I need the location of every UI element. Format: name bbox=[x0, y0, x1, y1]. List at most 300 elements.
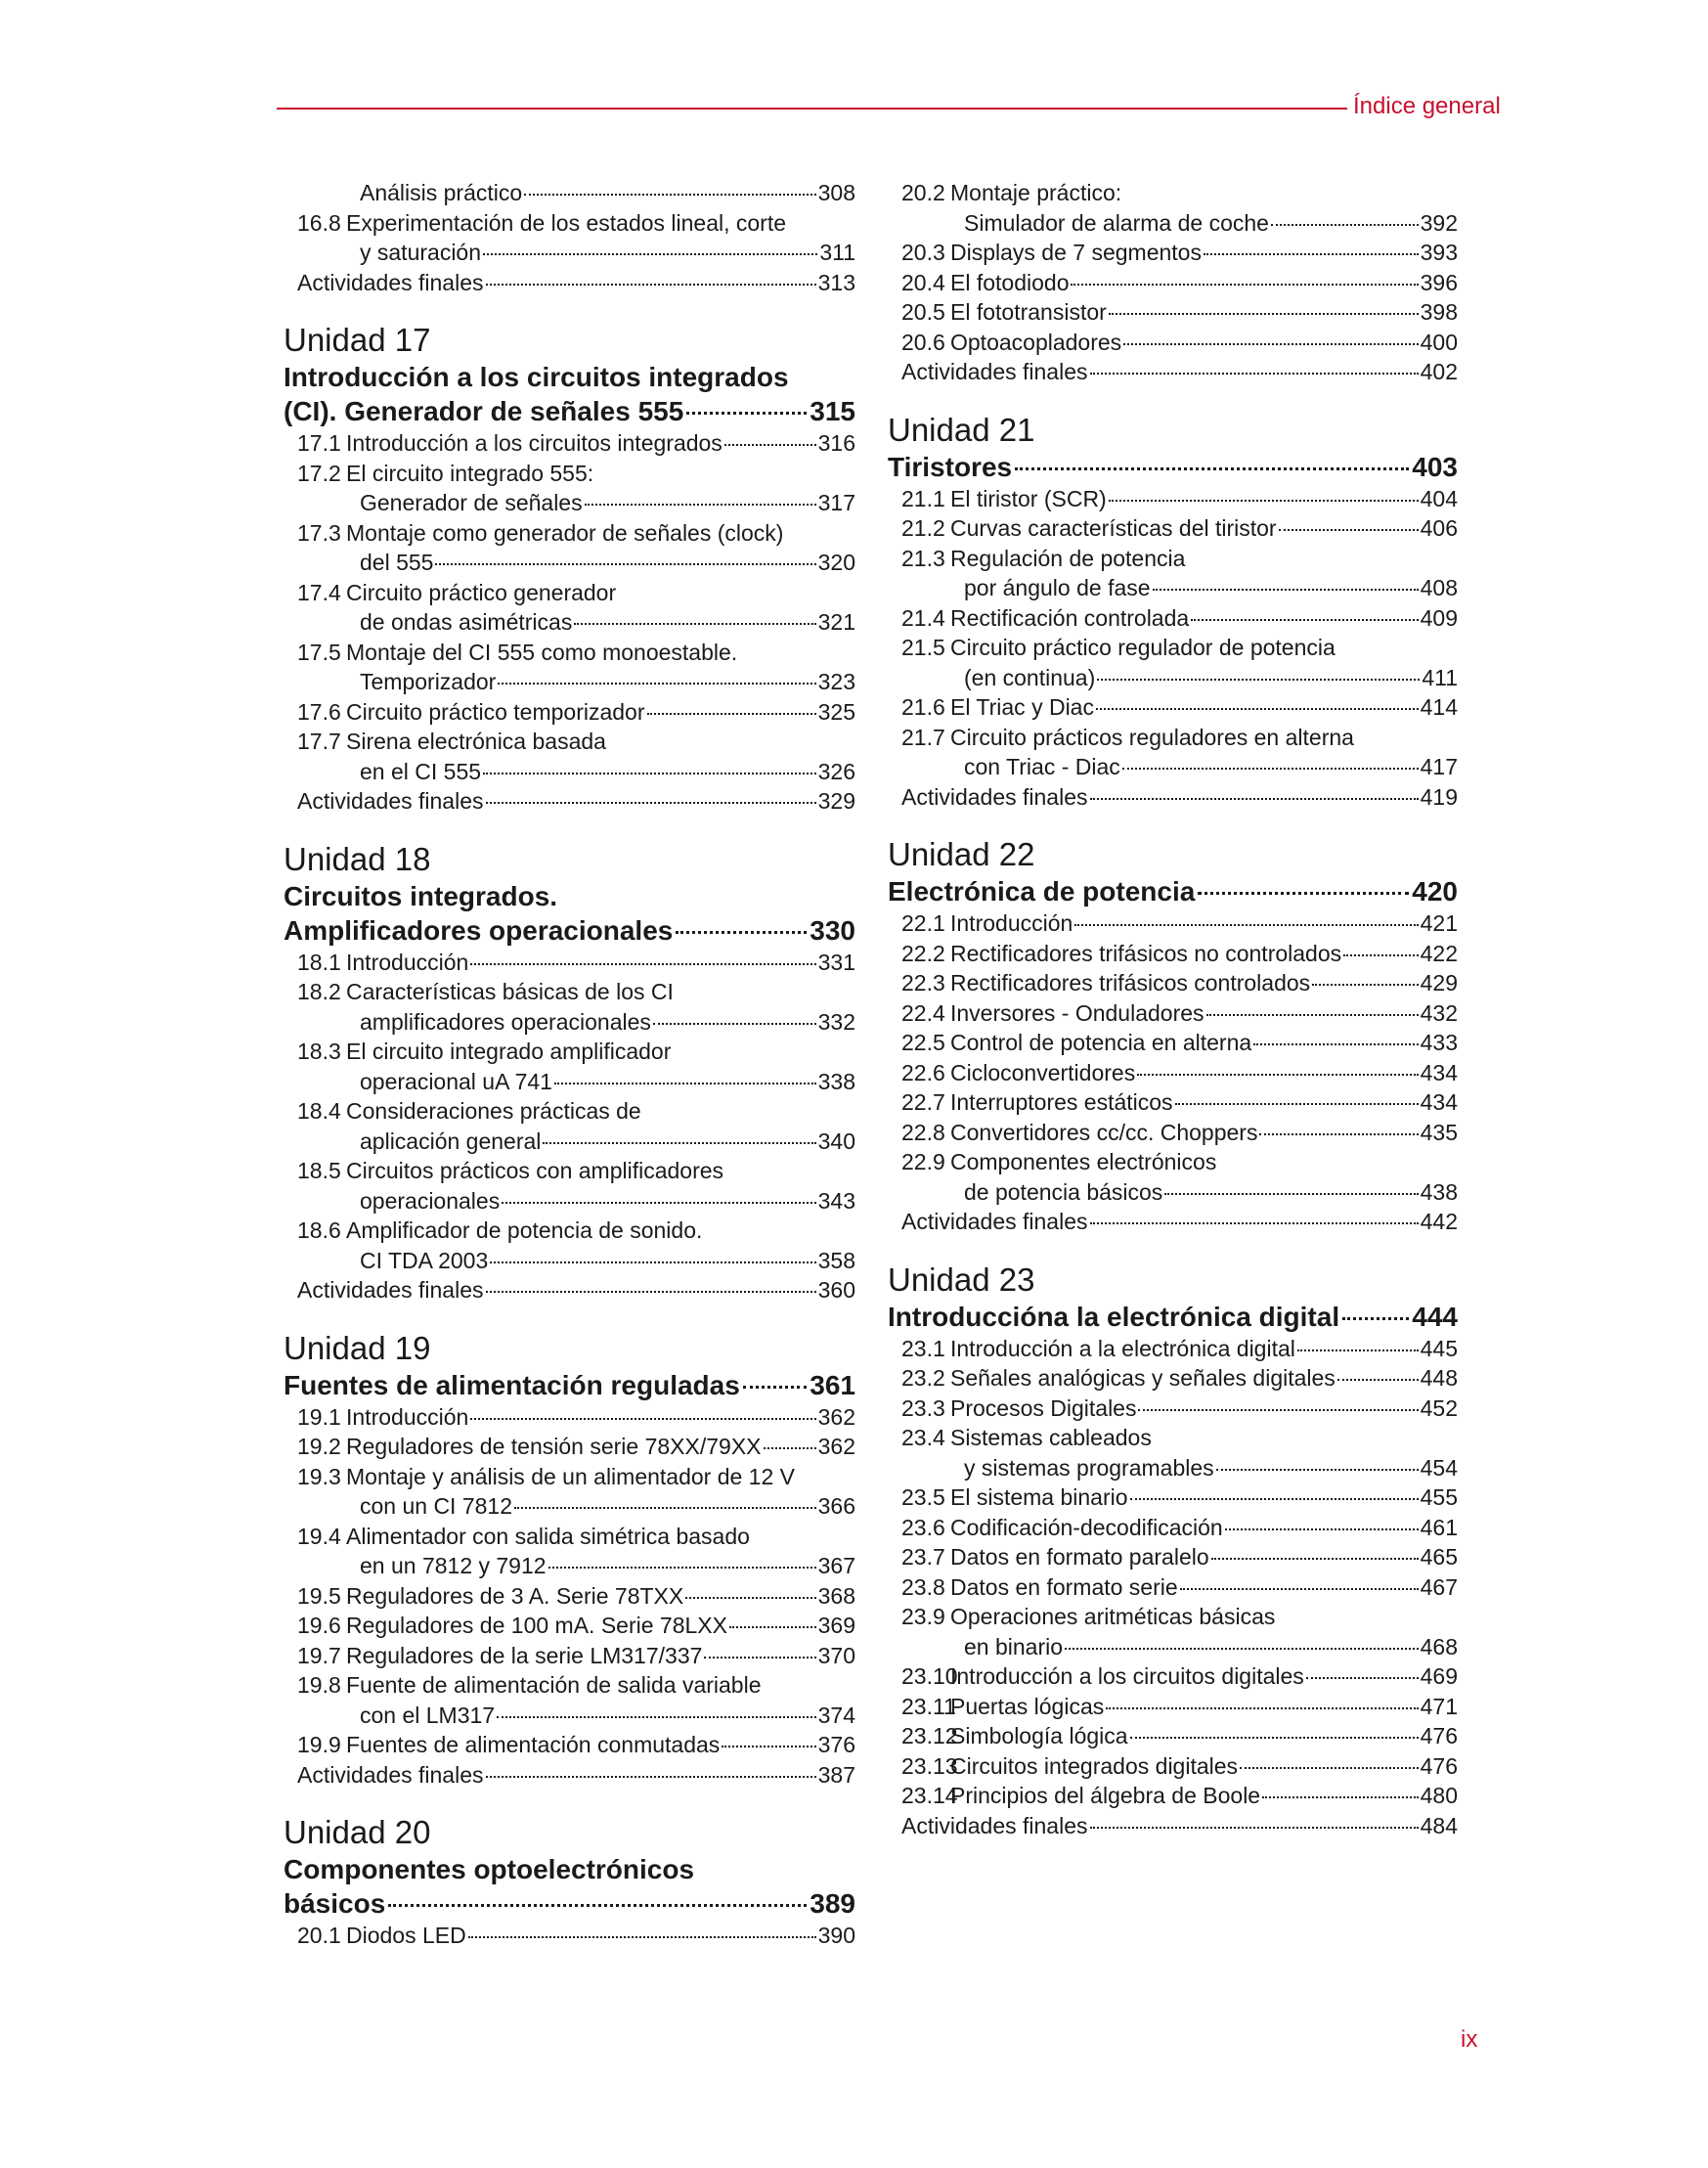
entry-number: 17.1 bbox=[297, 430, 341, 456]
toc-entry[interactable] bbox=[888, 573, 1458, 603]
page-ref: 454 bbox=[1420, 1454, 1458, 1481]
entry-title: Datos en formato paralelo bbox=[950, 1544, 1209, 1570]
page-ref: 435 bbox=[1420, 1119, 1458, 1145]
entry-title: Inversores - Onduladores bbox=[950, 999, 1204, 1026]
entry-title: Operaciones aritméticas básicas bbox=[950, 1604, 1276, 1629]
dot-leader bbox=[1090, 798, 1419, 800]
toc-entry[interactable] bbox=[888, 1692, 1458, 1722]
entry-title: aplicación general bbox=[360, 1128, 542, 1154]
unit-heading: Unidad 22 bbox=[888, 836, 1035, 872]
page-ref: 422 bbox=[1420, 940, 1458, 966]
entry-title: El circuito integrado 555: bbox=[346, 460, 594, 486]
entry-title: CI TDA 2003 bbox=[360, 1247, 489, 1273]
dot-leader bbox=[1175, 1103, 1419, 1105]
dot-leader bbox=[1253, 1043, 1418, 1045]
toc-entry[interactable] bbox=[888, 1058, 1458, 1088]
entry-title: Optoacopladores bbox=[950, 329, 1122, 355]
entry-title: con el LM317 bbox=[360, 1702, 496, 1728]
toc-entry[interactable] bbox=[888, 1661, 1458, 1692]
entry-title: Actividades finales bbox=[901, 1209, 1088, 1234]
unit-title-line[interactable]: Amplificadores operacionales 330 bbox=[284, 914, 855, 946]
entry-title: Reguladores de 3 A. Serie 78TXX bbox=[346, 1582, 684, 1609]
toc-entry bbox=[284, 459, 855, 489]
toc-entry[interactable] bbox=[284, 1760, 855, 1791]
entry-title: Montaje como generador de señales (clock) bbox=[346, 519, 784, 546]
entry-title: en un 7812 y 7912 bbox=[360, 1553, 547, 1578]
toc-entry bbox=[284, 1216, 855, 1246]
entry-title: del 555 bbox=[360, 550, 434, 575]
page-ref: 484 bbox=[1420, 1812, 1458, 1838]
toc-entry bbox=[284, 977, 855, 1007]
page-ref: 343 bbox=[817, 1187, 855, 1214]
page-ref: 317 bbox=[817, 490, 855, 515]
toc-entry[interactable] bbox=[284, 268, 855, 298]
toc-entry[interactable] bbox=[284, 488, 855, 518]
entry-number: 23.4 bbox=[901, 1425, 945, 1450]
dot-leader bbox=[1180, 1588, 1419, 1590]
dot-leader bbox=[1109, 313, 1419, 315]
entry-title: Actividades finales bbox=[901, 783, 1088, 810]
toc-entry bbox=[284, 1156, 855, 1186]
page-ref: 469 bbox=[1420, 1663, 1458, 1689]
dot-leader bbox=[686, 412, 807, 415]
entry-title: Circuitos integrados digitales bbox=[950, 1752, 1239, 1779]
page-ref: 442 bbox=[1420, 1209, 1458, 1234]
dot-leader bbox=[1090, 1222, 1419, 1224]
toc-entry[interactable] bbox=[888, 692, 1458, 723]
dot-leader bbox=[1271, 224, 1419, 226]
toc-entry[interactable] bbox=[888, 1028, 1458, 1058]
dot-leader bbox=[1090, 373, 1419, 375]
page-ref: 468 bbox=[1420, 1633, 1458, 1659]
toc-entry[interactable] bbox=[284, 238, 855, 268]
dot-leader bbox=[468, 1936, 816, 1938]
dot-leader bbox=[1306, 1677, 1419, 1679]
entry-title: Introducción a los circuitos integrados bbox=[346, 430, 723, 456]
entry-title: Introducción a la electrónica digital bbox=[950, 1335, 1295, 1361]
toc-entry[interactable] bbox=[284, 1432, 855, 1462]
entry-title: Rectificadores trifásicos controlados bbox=[950, 970, 1311, 996]
dot-leader bbox=[1198, 892, 1409, 895]
entry-title: Actividades finales bbox=[901, 1812, 1088, 1838]
toc-entry[interactable] bbox=[888, 998, 1458, 1029]
toc-entry[interactable] bbox=[888, 1363, 1458, 1394]
entry-title: operacional uA 741 bbox=[360, 1068, 552, 1094]
entry-title: El fotodiodo bbox=[950, 269, 1070, 295]
entry-number: 18.4 bbox=[297, 1098, 341, 1124]
entry-title: Actividades finales bbox=[297, 788, 484, 814]
entry-title: Componentes electrónicos bbox=[950, 1149, 1217, 1174]
entry-title: en binario bbox=[964, 1633, 1064, 1659]
toc-entry[interactable] bbox=[888, 1811, 1458, 1841]
toc-entry[interactable] bbox=[888, 663, 1458, 693]
dot-leader bbox=[1015, 467, 1409, 470]
toc-entry bbox=[284, 727, 855, 757]
dot-leader bbox=[483, 253, 817, 255]
entry-title: de ondas asimétricas bbox=[360, 609, 573, 635]
toc-entry[interactable] bbox=[284, 1701, 855, 1731]
page-ref: 321 bbox=[817, 609, 855, 635]
page-ref: 390 bbox=[817, 1923, 855, 1948]
page-ref: 393 bbox=[1420, 240, 1458, 265]
toc-entry[interactable] bbox=[284, 1127, 855, 1157]
toc-entry[interactable] bbox=[284, 667, 855, 697]
entry-title: Introducción bbox=[346, 1403, 469, 1430]
dot-leader bbox=[1096, 708, 1419, 710]
toc-entry bbox=[888, 633, 1458, 663]
page-number: ix bbox=[1461, 2026, 1478, 2053]
toc-entry[interactable] bbox=[284, 1730, 855, 1760]
dot-leader bbox=[1138, 1409, 1418, 1411]
toc-entry bbox=[284, 578, 855, 608]
page-ref: 467 bbox=[1420, 1573, 1458, 1600]
toc-entry[interactable] bbox=[888, 1781, 1458, 1811]
dot-leader bbox=[1191, 619, 1418, 621]
toc-entry[interactable] bbox=[284, 1186, 855, 1217]
toc-entry bbox=[888, 178, 1458, 208]
toc-entry[interactable] bbox=[888, 1751, 1458, 1782]
toc-entry[interactable] bbox=[888, 1177, 1458, 1208]
dot-leader bbox=[1153, 589, 1419, 591]
entry-title: Montaje del CI 555 como monoestable. bbox=[346, 639, 738, 665]
entry-title: Reguladores de tensión serie 78XX/79XX bbox=[346, 1434, 762, 1459]
entry-number: 20.3 bbox=[901, 240, 945, 265]
dot-leader bbox=[729, 1626, 816, 1628]
page-ref: 362 bbox=[817, 1434, 855, 1459]
entry-title: Simulador de alarma de coche bbox=[964, 209, 1269, 236]
entry-title: Regulación de potencia bbox=[950, 545, 1186, 571]
entry-number: 21.2 bbox=[901, 515, 945, 541]
dot-leader bbox=[1071, 284, 1418, 286]
toc-entry[interactable] bbox=[284, 1007, 855, 1038]
dot-leader bbox=[1130, 1498, 1419, 1500]
dot-leader bbox=[1097, 679, 1420, 681]
dot-leader bbox=[1137, 1074, 1418, 1076]
toc-entry[interactable] bbox=[284, 1921, 855, 1951]
dot-leader bbox=[486, 1291, 816, 1293]
dot-leader bbox=[1279, 529, 1419, 531]
page-ref: 471 bbox=[1420, 1693, 1458, 1719]
toc-entry[interactable] bbox=[888, 268, 1458, 298]
page-ref: 452 bbox=[1420, 1394, 1458, 1421]
unit-21-entries bbox=[888, 484, 1458, 813]
entry-number: 18.5 bbox=[297, 1158, 341, 1183]
dot-leader bbox=[1216, 1469, 1419, 1471]
dot-leader bbox=[574, 623, 815, 625]
page-ref: 360 bbox=[817, 1277, 855, 1303]
unit-title-line[interactable]: Fuentes de alimentación reguladas 361 bbox=[284, 1369, 855, 1400]
entry-number: 19.3 bbox=[297, 1463, 341, 1489]
toc-entry[interactable] bbox=[284, 948, 855, 978]
entry-number: 20.6 bbox=[901, 329, 945, 355]
toc-entry[interactable] bbox=[888, 782, 1458, 813]
entry-number: 16.8 bbox=[297, 209, 341, 236]
entry-number: 23.3 bbox=[901, 1394, 945, 1421]
toc-entry[interactable] bbox=[888, 297, 1458, 328]
page-ref: 387 bbox=[817, 1761, 855, 1788]
unit-title-line[interactable]: Componentes optoelectrónicos bbox=[284, 1854, 695, 1884]
toc-entry[interactable] bbox=[284, 1246, 855, 1276]
entry-number: 23.7 bbox=[901, 1544, 945, 1570]
dot-leader bbox=[585, 504, 816, 506]
dot-leader bbox=[647, 713, 816, 715]
toc-entry[interactable] bbox=[284, 1641, 855, 1671]
toc-entry[interactable] bbox=[888, 968, 1458, 998]
page-ref: 311 bbox=[819, 240, 855, 265]
page-ref: 409 bbox=[1420, 604, 1458, 631]
entry-title: Generador de señales bbox=[360, 490, 583, 515]
entry-title: Montaje práctico: bbox=[950, 180, 1122, 205]
dot-leader bbox=[1109, 500, 1419, 502]
page-ref: 362 bbox=[817, 1403, 855, 1430]
entry-number: 23.2 bbox=[901, 1365, 945, 1391]
toc-entry[interactable] bbox=[888, 908, 1458, 939]
dot-leader bbox=[388, 1904, 807, 1907]
toc-entry[interactable] bbox=[888, 328, 1458, 358]
toc-entry[interactable] bbox=[284, 428, 855, 459]
entry-title: Amplificador de potencia de sonido. bbox=[346, 1217, 703, 1243]
page-ref: 368 bbox=[817, 1582, 855, 1609]
toc-entry bbox=[888, 723, 1458, 753]
dot-leader bbox=[764, 1447, 816, 1449]
toc-entry[interactable] bbox=[888, 208, 1458, 239]
entry-title: Datos en formato serie bbox=[950, 1573, 1178, 1600]
entry-title: Curvas características del tiristor bbox=[950, 515, 1277, 541]
dot-leader bbox=[543, 1142, 815, 1144]
dot-leader bbox=[1123, 343, 1418, 345]
toc-entry bbox=[888, 1423, 1458, 1453]
page-ref: 455 bbox=[1420, 1484, 1458, 1510]
dot-leader bbox=[435, 563, 815, 565]
toc-entry[interactable] bbox=[284, 1551, 855, 1581]
entry-number: 18.6 bbox=[297, 1217, 341, 1243]
entry-title: Rectificación controlada bbox=[950, 604, 1190, 631]
header-rule bbox=[277, 108, 1347, 110]
entry-number: 23.13 bbox=[901, 1752, 958, 1779]
dot-leader bbox=[498, 683, 815, 685]
entry-title: Temporizador bbox=[360, 669, 497, 694]
entry-title: Reguladores de 100 mA. Serie 78LXX bbox=[346, 1613, 727, 1638]
entry-number: 17.3 bbox=[297, 519, 341, 546]
page-ref: 374 bbox=[817, 1702, 855, 1728]
entry-number: 22.8 bbox=[901, 1119, 945, 1145]
unit-19-entries bbox=[284, 1402, 855, 1791]
entry-title: Introducción a los circuitos digitales bbox=[950, 1663, 1304, 1689]
toc-entry[interactable] bbox=[284, 697, 855, 728]
toc-entry[interactable] bbox=[284, 178, 855, 208]
toc-entry[interactable] bbox=[888, 484, 1458, 514]
unit-title-line[interactable]: Introducciónа la electrónica digital 444 bbox=[888, 1301, 1458, 1332]
toc-entry[interactable] bbox=[888, 1207, 1458, 1237]
dot-leader bbox=[1206, 1014, 1419, 1016]
page-ref: 325 bbox=[817, 698, 855, 725]
toc-right-intro bbox=[888, 178, 1458, 387]
entry-title: Cicloconvertidores bbox=[950, 1059, 1136, 1085]
toc-left-column bbox=[284, 178, 855, 1951]
entry-number: 21.4 bbox=[901, 604, 945, 631]
toc-entry[interactable] bbox=[888, 1087, 1458, 1118]
entry-title: Experimentación de los estados lineal, corte bbox=[346, 209, 787, 236]
toc-entry[interactable] bbox=[888, 513, 1458, 544]
entry-title: por ángulo de fase bbox=[964, 575, 1151, 600]
entry-number: 17.6 bbox=[297, 698, 341, 725]
entry-title: Características básicas de los CI bbox=[346, 979, 674, 1004]
toc-entry[interactable] bbox=[888, 1482, 1458, 1513]
entry-title: Sirena electrónica basada bbox=[346, 729, 606, 754]
toc-entry[interactable] bbox=[284, 1581, 855, 1612]
entry-number: 23.1 bbox=[901, 1335, 945, 1361]
unit-heading: Unidad 21 bbox=[888, 411, 1035, 448]
unit-title-line[interactable]: Electrónica de potencia 420 bbox=[888, 876, 1458, 907]
page-ref: 313 bbox=[817, 269, 855, 295]
toc-entry[interactable] bbox=[888, 603, 1458, 634]
entry-title: El Triac y Diac bbox=[950, 694, 1094, 720]
entry-number: 19.2 bbox=[297, 1434, 341, 1459]
entry-number: 23.12 bbox=[901, 1723, 958, 1748]
unit-title-line[interactable]: Circuitos integrados. bbox=[284, 880, 558, 911]
toc-entry[interactable] bbox=[284, 1275, 855, 1305]
entry-title: Codificación-decodificación bbox=[950, 1514, 1223, 1540]
dot-leader bbox=[497, 1716, 816, 1718]
entry-title: Principios del álgebra de Boole bbox=[950, 1783, 1261, 1808]
page-ref: 329 bbox=[817, 788, 855, 814]
dot-leader bbox=[1225, 1528, 1419, 1530]
entry-title: Introducción bbox=[346, 949, 469, 975]
page-ref: 414 bbox=[1420, 694, 1458, 720]
toc-entry[interactable] bbox=[284, 1611, 855, 1641]
entry-title: Fuentes de alimentación conmutadas bbox=[346, 1732, 721, 1757]
unit-heading: Unidad 23 bbox=[888, 1261, 1035, 1298]
toc-entry[interactable] bbox=[888, 1513, 1458, 1543]
toc-entry[interactable] bbox=[888, 1721, 1458, 1751]
toc-entry[interactable] bbox=[284, 757, 855, 787]
toc-entry bbox=[284, 208, 855, 239]
toc-entry bbox=[284, 1037, 855, 1067]
entry-number: 22.1 bbox=[901, 910, 945, 936]
entry-number: 22.3 bbox=[901, 970, 945, 996]
toc-entry[interactable] bbox=[888, 357, 1458, 387]
entry-title: Alimentador con salida simétrica basado bbox=[346, 1523, 750, 1549]
dot-leader bbox=[1065, 1648, 1419, 1650]
page-ref: 320 bbox=[817, 550, 855, 575]
entry-number: 23.9 bbox=[901, 1604, 945, 1629]
toc-entry[interactable] bbox=[888, 1632, 1458, 1662]
dot-leader bbox=[1343, 954, 1418, 956]
toc-entry[interactable] bbox=[888, 1453, 1458, 1483]
dot-leader bbox=[1342, 1317, 1409, 1320]
dot-leader bbox=[486, 1776, 816, 1778]
unit-title-line[interactable]: Tiristores 403 bbox=[888, 451, 1458, 482]
toc-entry[interactable] bbox=[284, 1402, 855, 1433]
page-ref: 417 bbox=[1420, 754, 1458, 779]
dot-leader bbox=[685, 1597, 815, 1599]
dot-leader bbox=[1164, 1193, 1418, 1195]
entry-number: 19.7 bbox=[297, 1642, 341, 1668]
toc-entry[interactable] bbox=[284, 1067, 855, 1097]
page-ref: 429 bbox=[1420, 970, 1458, 996]
dot-leader bbox=[704, 1657, 815, 1659]
unit-20-entries bbox=[284, 1921, 855, 1951]
unit-title-line[interactable]: Introducción a los circuitos integrados bbox=[284, 362, 789, 392]
toc-entry[interactable] bbox=[284, 1491, 855, 1522]
entry-number: 20.2 bbox=[901, 180, 945, 205]
dot-leader bbox=[524, 194, 815, 196]
page-ref: 411 bbox=[1422, 664, 1458, 690]
toc-entry[interactable] bbox=[888, 1118, 1458, 1148]
toc-entry[interactable] bbox=[888, 752, 1458, 782]
unit-title-line[interactable]: básicos 389 bbox=[284, 1888, 855, 1919]
entry-number: 22.5 bbox=[901, 1030, 945, 1055]
entry-number: 19.5 bbox=[297, 1582, 341, 1609]
toc-entry[interactable] bbox=[888, 1334, 1458, 1364]
toc-entry bbox=[284, 1462, 855, 1492]
toc-entry[interactable] bbox=[888, 238, 1458, 268]
entry-title: Actividades finales bbox=[297, 1761, 484, 1788]
dot-leader bbox=[1240, 1767, 1419, 1769]
page-ref: 367 bbox=[817, 1553, 855, 1578]
toc-entry[interactable] bbox=[284, 786, 855, 817]
toc-entry[interactable] bbox=[888, 1394, 1458, 1424]
page-ref: 406 bbox=[1420, 515, 1458, 541]
page-ref: 332 bbox=[817, 1008, 855, 1035]
entry-title: Sistemas cableados bbox=[950, 1425, 1152, 1450]
toc-entry[interactable] bbox=[284, 607, 855, 638]
toc-entry[interactable] bbox=[888, 1572, 1458, 1603]
entry-title: y sistemas programables bbox=[964, 1454, 1214, 1481]
toc-entry[interactable] bbox=[888, 1542, 1458, 1572]
entry-number: 17.4 bbox=[297, 579, 341, 605]
page-ref: 316 bbox=[817, 430, 855, 456]
dot-leader bbox=[470, 1418, 815, 1420]
page-ref: 476 bbox=[1420, 1752, 1458, 1779]
page-ref: 445 bbox=[1420, 1335, 1458, 1361]
entry-number: 19.1 bbox=[297, 1403, 341, 1430]
page-ref: 432 bbox=[1420, 999, 1458, 1026]
entry-title: y saturación bbox=[360, 240, 482, 265]
dot-leader bbox=[743, 1386, 807, 1389]
entry-number: 23.11 bbox=[901, 1693, 956, 1719]
page-ref: 461 bbox=[1420, 1514, 1458, 1540]
entry-title: Consideraciones prácticas de bbox=[346, 1098, 641, 1124]
entry-number: 20.4 bbox=[901, 269, 945, 295]
page-ref: 480 bbox=[1420, 1783, 1458, 1808]
page-ref: 408 bbox=[1420, 575, 1458, 600]
toc-entry[interactable] bbox=[888, 939, 1458, 969]
entry-number: 18.3 bbox=[297, 1039, 341, 1064]
page-ref: 400 bbox=[1420, 329, 1458, 355]
page-ref: 421 bbox=[1420, 910, 1458, 936]
entry-number: 21.7 bbox=[901, 724, 945, 750]
page-ref: 396 bbox=[1420, 269, 1458, 295]
dot-leader bbox=[724, 444, 816, 446]
entry-number: 17.7 bbox=[297, 729, 341, 754]
entry-title: Circuito prácticos reguladores en alterna bbox=[950, 724, 1354, 750]
dot-leader bbox=[1312, 984, 1418, 986]
toc-left-intro bbox=[284, 178, 855, 297]
unit-18-entries bbox=[284, 948, 855, 1305]
entry-number: 19.8 bbox=[297, 1672, 341, 1698]
entry-number: 20.5 bbox=[901, 299, 945, 325]
page-ref: 392 bbox=[1420, 209, 1458, 236]
dot-leader bbox=[502, 1202, 815, 1204]
unit-heading: Unidad 18 bbox=[284, 840, 431, 877]
entry-title: Diodos LED bbox=[346, 1923, 466, 1948]
entry-title: Introducción bbox=[950, 910, 1073, 936]
entry-title: con un CI 7812 bbox=[360, 1493, 513, 1519]
entry-title: Actividades finales bbox=[901, 359, 1088, 384]
toc-entry[interactable] bbox=[284, 548, 855, 578]
unit-title-line[interactable]: (CI). Generador de señales 555 315 bbox=[284, 396, 855, 426]
